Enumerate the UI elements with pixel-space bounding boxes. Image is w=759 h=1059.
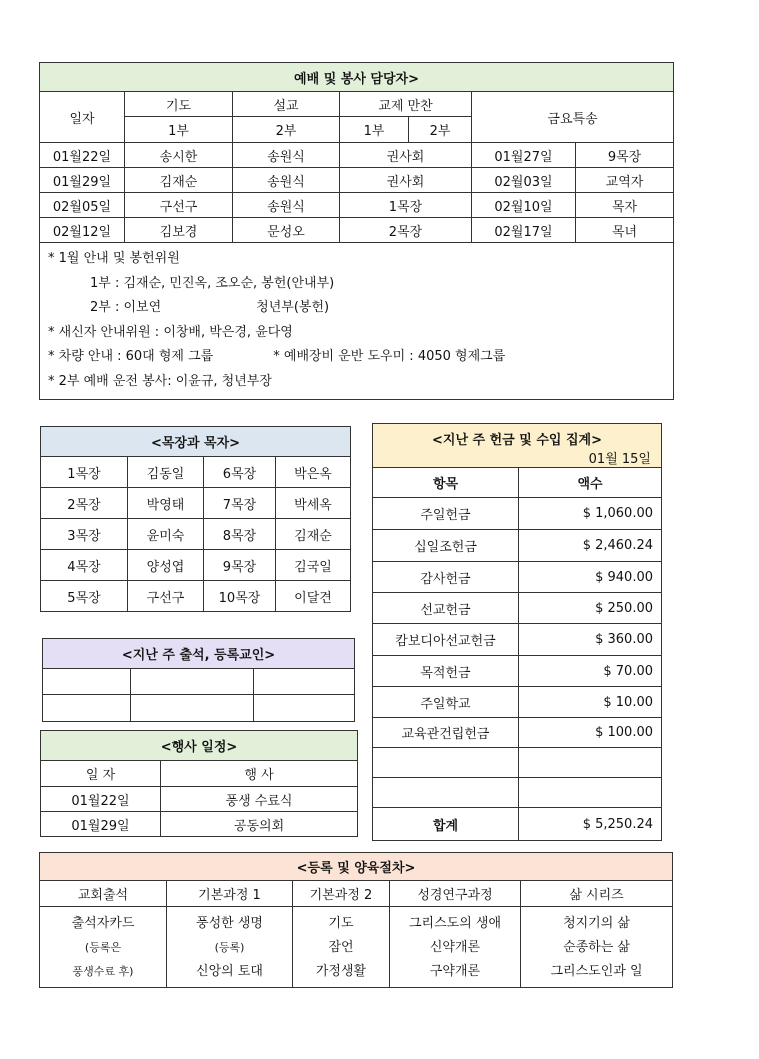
attendance-table (42, 638, 355, 722)
offering-item: 주일학교 (373, 687, 519, 718)
table-row (41, 581, 351, 612)
table-row (41, 812, 358, 837)
table-row (40, 168, 674, 193)
attendance-title: <지난 주 출석, 등록교인> (43, 639, 355, 669)
offering-amount (519, 778, 662, 808)
offering-amount: $ 250.00 (519, 593, 662, 624)
course-item: 청지기의 삶 (563, 916, 630, 931)
offering-table (372, 423, 662, 841)
row-friday-date: 02월03일 (472, 168, 576, 193)
note-line (48, 345, 665, 370)
table-row (41, 787, 358, 812)
course-header: 성경연구과정 (390, 881, 521, 907)
offering-amount (519, 748, 662, 778)
events-header-event: 행 사 (161, 761, 358, 787)
header-sermon: 설교 (233, 92, 340, 117)
header-prayer: 기도 (125, 92, 233, 117)
header-date: 일자 (40, 92, 125, 143)
row-lunch: 권사회 (340, 143, 472, 168)
course-item: (등록) (214, 941, 245, 954)
row-sermon: 문성오 (233, 218, 340, 243)
group-leader: 박은옥 (276, 457, 351, 488)
note-text: * 예배장비 운반 도우미 : 4050 형제그룹 (273, 349, 506, 364)
header-service-3: 1부 (340, 117, 409, 143)
row-prayer: 김보경 (125, 218, 233, 243)
group-name: 8목장 (204, 519, 276, 550)
offering-amount: $ 70.00 (519, 656, 662, 687)
course-item: 구약개론 (429, 964, 481, 979)
course-header: 교회출석 (40, 881, 167, 907)
row-lunch: 2목장 (340, 218, 472, 243)
group-leader: 양성엽 (128, 550, 204, 581)
offering-total-amount: $ 5,250.24 (519, 808, 662, 841)
row-prayer: 구선구 (125, 193, 233, 218)
attendance-cell (131, 695, 254, 722)
row-lunch: 권사회 (340, 168, 472, 193)
attendance-cell (43, 695, 131, 722)
header-lunch: 교제 만찬 (340, 92, 472, 117)
offering-amount: $ 100.00 (519, 718, 662, 748)
row-sermon: 송원식 (233, 193, 340, 218)
groups-title: <목장과 목자> (41, 427, 351, 457)
events-title: <행사 일정> (41, 731, 358, 761)
row-sermon: 송원식 (233, 143, 340, 168)
offering-amount: $ 940.00 (519, 562, 662, 593)
events-header-date: 일 자 (41, 761, 161, 787)
row-prayer: 송시한 (125, 143, 233, 168)
table-row (373, 778, 662, 808)
offering-item: 주일헌금 (373, 498, 519, 530)
note-line (48, 296, 665, 321)
note-line: * 2부 예배 운전 봉사: 이윤규, 청년부장 (48, 373, 272, 389)
course-item: 그리스도의 생애 (408, 916, 502, 931)
event-date: 01월22일 (41, 787, 161, 812)
note-line: * 1월 안내 및 봉헌위원 (48, 251, 180, 266)
row-prayer: 김재순 (125, 168, 233, 193)
header-service-4: 2부 (409, 117, 472, 143)
course-item: (등록은 (84, 941, 122, 954)
offering-item: 선교헌금 (373, 593, 519, 624)
attendance-cell (43, 669, 131, 695)
group-leader: 구선구 (128, 581, 204, 612)
offering-header-amount: 액수 (519, 468, 662, 498)
offering-total-row (373, 808, 662, 841)
attendance-cell (131, 669, 254, 695)
header-friday: 금요특송 (472, 92, 674, 143)
offering-item: 목적헌금 (373, 656, 519, 687)
offering-item: 캄보디아선교헌금 (373, 624, 519, 656)
note-text: * 차량 안내 : 60대 형제 그룹 (48, 349, 214, 364)
course-item: 잠언 (328, 940, 354, 955)
table-row (41, 457, 351, 488)
group-name: 3목장 (41, 519, 128, 550)
table-row (40, 218, 674, 243)
group-leader: 김재순 (276, 519, 351, 550)
table-row (373, 748, 662, 778)
group-name: 4목장 (41, 550, 128, 581)
offering-date: 01월 15일 (588, 452, 651, 467)
event-name: 풍생 수료식 (161, 787, 358, 812)
course-cell (390, 907, 521, 988)
group-leader: 김국일 (276, 550, 351, 581)
offering-item: 십일조헌금 (373, 530, 519, 562)
group-name: 1목장 (41, 457, 128, 488)
course-item: 풍생수료 후) (72, 965, 134, 978)
table-row (43, 695, 355, 722)
table-row (373, 593, 662, 624)
attendance-cell (254, 695, 355, 722)
offering-item: 교육관건립헌금 (373, 718, 519, 748)
worship-title: 예배 및 봉사 담당자> (40, 63, 674, 92)
course-header: 기본과정 1 (167, 881, 293, 907)
course-item: 그리스도인과 일 (550, 964, 643, 979)
table-row (373, 656, 662, 687)
row-date: 01월29일 (40, 168, 125, 193)
offering-item (373, 748, 519, 778)
offering-item (373, 778, 519, 808)
offering-amount: $ 10.00 (519, 687, 662, 718)
course-cell (293, 907, 390, 988)
header-service-2: 2부 (233, 117, 340, 143)
course-item: 신앙의 토대 (196, 964, 263, 979)
row-friday-team: 목자 (576, 193, 674, 218)
offering-header (373, 424, 662, 468)
course-item: 순종하는 삶 (563, 940, 630, 955)
offering-amount: $ 1,060.00 (519, 498, 662, 530)
table-row (373, 687, 662, 718)
row-date: 02월12일 (40, 218, 125, 243)
note-text: 2부 : 이보연 (90, 300, 162, 315)
course-header: 삶 시리즈 (521, 881, 673, 907)
course-item: 풍성한 생명 (196, 916, 263, 931)
groups-table (40, 426, 351, 612)
row-friday-date: 02월10일 (472, 193, 576, 218)
table-row (373, 624, 662, 656)
offering-amount: $ 360.00 (519, 624, 662, 656)
course-item: 기도 (328, 916, 354, 931)
course-item: 신약개론 (429, 940, 481, 955)
group-name: 5목장 (41, 581, 128, 612)
group-name: 7목장 (204, 488, 276, 519)
row-friday-team: 교역자 (576, 168, 674, 193)
group-leader: 박세옥 (276, 488, 351, 519)
attendance-cell (254, 669, 355, 695)
courses-title: <등록 및 양육절차> (40, 853, 673, 881)
table-row (43, 669, 355, 695)
row-date: 02월05일 (40, 193, 125, 218)
group-name: 2목장 (41, 488, 128, 519)
note-line: * 새신자 안내위원 : 이창배, 박은경, 윤다영 (48, 324, 293, 340)
row-lunch: 1목장 (340, 193, 472, 218)
group-name: 10목장 (204, 581, 276, 612)
table-row (41, 488, 351, 519)
table-row (373, 498, 662, 530)
table-row (41, 519, 351, 550)
course-item: 가정생활 (315, 964, 367, 979)
group-name: 6목장 (204, 457, 276, 488)
row-friday-team: 9목장 (576, 143, 674, 168)
table-row (40, 143, 674, 168)
courses-table (39, 852, 673, 988)
course-cell (167, 907, 293, 988)
table-row (41, 550, 351, 581)
header-service-1: 1부 (125, 117, 233, 143)
group-leader: 윤미숙 (128, 519, 204, 550)
events-table (40, 730, 358, 837)
row-friday-team: 목녀 (576, 218, 674, 243)
worship-table (39, 62, 674, 400)
course-header: 기본과정 2 (293, 881, 390, 907)
offering-total-label: 합계 (373, 808, 519, 841)
note-text: 청년부(봉헌) (256, 300, 330, 315)
event-date: 01월29일 (41, 812, 161, 837)
row-friday-date: 01월27일 (472, 143, 576, 168)
offering-item: 감사헌금 (373, 562, 519, 593)
offering-amount: $ 2,460.24 (519, 530, 662, 562)
table-row (40, 193, 674, 218)
group-leader: 이달견 (276, 581, 351, 612)
table-row (373, 718, 662, 748)
row-sermon: 송원식 (233, 168, 340, 193)
row-date: 01월22일 (40, 143, 125, 168)
event-name: 공동의회 (161, 812, 358, 837)
note-line: 1부 : 김재순, 민진옥, 조오순, 봉헌(안내부) (90, 275, 335, 291)
table-row (373, 562, 662, 593)
offering-title: <지난 주 헌금 및 수입 집계> (432, 433, 602, 448)
group-leader: 김동일 (128, 457, 204, 488)
row-friday-date: 02월17일 (472, 218, 576, 243)
table-row (373, 530, 662, 562)
group-name: 9목장 (204, 550, 276, 581)
service-notes (40, 243, 674, 400)
group-leader: 박영태 (128, 488, 204, 519)
course-item: 출석자카드 (71, 916, 135, 931)
course-cell (40, 907, 167, 988)
course-cell (521, 907, 673, 988)
offering-header-item: 항목 (373, 468, 519, 498)
